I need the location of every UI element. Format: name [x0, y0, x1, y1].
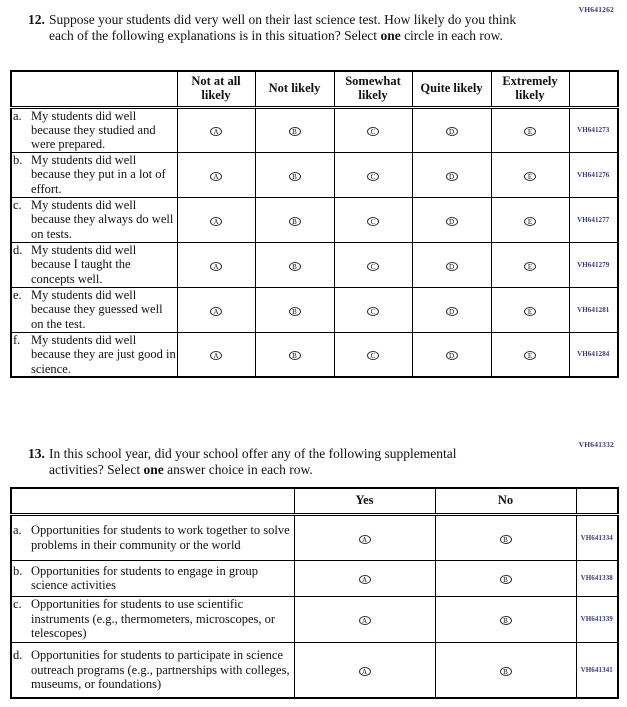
answer-bubble-a[interactable]: A [210, 127, 222, 136]
table-row [11, 514, 618, 560]
column-header-not-at-all-likely: Not at all likely [177, 71, 255, 107]
question-12-text-suffix: circle in each row. [400, 27, 503, 43]
answer-cell-no [435, 560, 576, 596]
answer-cell-no [435, 514, 576, 560]
answer-bubble-e[interactable]: E [524, 262, 536, 271]
row-letter: d. [13, 648, 23, 663]
answer-cell-somewhat-likely [334, 287, 412, 332]
question-13-intro [28, 446, 508, 477]
question-13-table [10, 487, 619, 699]
answer-bubble-d[interactable]: D [446, 351, 458, 360]
answer-bubble-e[interactable]: E [524, 127, 536, 136]
answer-bubble-e[interactable]: E [524, 172, 536, 181]
answer-bubble-c[interactable]: C [367, 262, 379, 271]
answer-bubble-d[interactable]: D [446, 127, 458, 136]
table-row [11, 642, 618, 698]
table-row [11, 287, 618, 332]
empty-header-cell [11, 71, 177, 107]
row-accession-code: VH641276 [569, 152, 618, 197]
row-letter: f. [13, 332, 21, 347]
table-row [11, 107, 618, 152]
answer-cell-not-at-all-likely [177, 197, 255, 242]
table-row [11, 560, 618, 596]
row-statement-cell [11, 242, 177, 287]
answer-cell-somewhat-likely [334, 152, 412, 197]
row-statement-text: Opportunities for students to use scientific instruments (e.g., thermometers, microscopes, or telescopes) [31, 597, 276, 641]
row-statement-text: My students did well because they guessed well on the test. [31, 288, 163, 331]
answer-cell-quite-likely [412, 332, 491, 377]
column-header-somewhat-likely: Somewhat likely [334, 71, 412, 107]
answer-bubble-a[interactable]: A [210, 262, 222, 271]
answer-bubble-d[interactable]: D [446, 307, 458, 316]
row-accession-code: VH641339 [576, 596, 618, 642]
answer-bubble-c[interactable]: C [367, 351, 379, 360]
answer-cell-extremely-likely [491, 287, 569, 332]
table-row [11, 197, 618, 242]
answer-bubble-d[interactable]: D [446, 217, 458, 226]
question-13-header-row [11, 488, 618, 514]
row-accession-code: VH641281 [569, 287, 618, 332]
answer-bubble-c[interactable]: C [367, 127, 379, 136]
answer-cell-extremely-likely [491, 332, 569, 377]
answer-bubble-b[interactable]: B [500, 535, 512, 544]
row-accession-code: VH641284 [569, 332, 618, 377]
answer-bubble-e[interactable]: E [524, 217, 536, 226]
answer-bubble-a[interactable]: A [359, 535, 371, 544]
question-13-text-suffix: answer choice in each row. [163, 461, 313, 477]
row-statement-text: My students did well because they put in a lot of effort. [31, 153, 166, 196]
row-statement-cell [11, 287, 177, 332]
table-row [11, 332, 618, 377]
column-header-extremely-likely: Extremely likely [491, 71, 569, 107]
answer-cell-not-at-all-likely [177, 152, 255, 197]
question-12-number: 12. [28, 12, 45, 27]
answer-cell-yes [294, 560, 435, 596]
answer-bubble-a[interactable]: A [210, 307, 222, 316]
question-12-bold-word: one [380, 27, 401, 43]
row-statement-cell [11, 514, 294, 560]
table-row [11, 152, 618, 197]
answer-cell-not-at-all-likely [177, 242, 255, 287]
empty-header-cell [576, 488, 618, 514]
answer-bubble-a[interactable]: A [210, 172, 222, 181]
question-12-text [28, 12, 530, 43]
row-letter: d. [13, 243, 23, 258]
row-accession-code: VH641341 [576, 642, 618, 698]
answer-cell-not-at-all-likely [177, 107, 255, 152]
question-13-text-prefix: In this school year, did your school offer any of the following supplemental activities? Select [49, 446, 457, 477]
answer-cell-quite-likely [412, 242, 491, 287]
answer-cell-extremely-likely [491, 242, 569, 287]
answer-bubble-d[interactable]: D [446, 172, 458, 181]
answer-cell-not-likely [255, 152, 334, 197]
question-12-text-prefix: Suppose your students did very well on their last science test. How likely do you think each of the following explanations is in this situation? Select [49, 12, 517, 43]
row-letter: b. [13, 153, 23, 168]
answer-bubble-a[interactable]: A [359, 667, 371, 676]
answer-cell-quite-likely [412, 287, 491, 332]
row-statement-cell [11, 642, 294, 698]
row-statement-cell [11, 152, 177, 197]
answer-bubble-c[interactable]: C [367, 307, 379, 316]
answer-bubble-c[interactable]: C [367, 217, 379, 226]
answer-bubble-a[interactable]: A [359, 575, 371, 584]
row-statement-text: My students did well because they always do well on tests. [31, 198, 174, 241]
row-statement-cell [11, 596, 294, 642]
row-statement-cell [11, 560, 294, 596]
answer-cell-somewhat-likely [334, 242, 412, 287]
question-13-number: 13. [28, 446, 45, 461]
question-13-text [28, 446, 508, 477]
answer-cell-yes [294, 514, 435, 560]
row-statement-text: Opportunities for students to work together to solve problems in their community or the world [31, 523, 290, 552]
question-12-header-row [11, 71, 618, 107]
answer-cell-not-at-all-likely [177, 287, 255, 332]
row-statement-text: Opportunities for students to engage in group science activities [31, 563, 259, 592]
answer-bubble-b[interactable]: B [289, 307, 301, 316]
answer-cell-extremely-likely [491, 107, 569, 152]
row-letter: a. [13, 108, 22, 123]
row-letter: e. [13, 288, 22, 303]
empty-header-cell [569, 71, 618, 107]
answer-bubble-e[interactable]: E [524, 351, 536, 360]
answer-cell-not-likely [255, 332, 334, 377]
answer-cell-not-likely [255, 107, 334, 152]
answer-cell-extremely-likely [491, 152, 569, 197]
row-accession-code: VH641334 [576, 514, 618, 560]
row-accession-code: VH641273 [569, 107, 618, 152]
answer-bubble-b[interactable]: B [500, 667, 512, 676]
column-header-yes: Yes [294, 488, 435, 514]
table-row [11, 242, 618, 287]
empty-header-cell [11, 488, 294, 514]
answer-bubble-b[interactable]: B [289, 172, 301, 181]
row-letter: c. [13, 198, 22, 213]
answer-cell-quite-likely [412, 152, 491, 197]
answer-bubble-c[interactable]: C [367, 172, 379, 181]
answer-cell-yes [294, 642, 435, 698]
question-12-intro [28, 12, 530, 43]
answer-bubble-d[interactable]: D [446, 262, 458, 271]
row-statement-cell [11, 107, 177, 152]
answer-cell-somewhat-likely [334, 332, 412, 377]
answer-bubble-b[interactable]: B [500, 616, 512, 625]
answer-bubble-b[interactable]: B [289, 127, 301, 136]
row-statement-text: Opportunities for students to participate in science outreach programs (e.g., partnerships with colleges, museums, or foundations) [31, 648, 290, 691]
row-statement-text: My students did well because I taught the concepts well. [31, 243, 137, 286]
answer-bubble-e[interactable]: E [524, 307, 536, 316]
row-statement-text: My students did well because they are just good in science. [31, 332, 176, 376]
row-letter: c. [13, 597, 22, 612]
answer-cell-somewhat-likely [334, 197, 412, 242]
answer-bubble-b[interactable]: B [289, 262, 301, 271]
column-header-quite-likely: Quite likely [412, 71, 491, 107]
answer-cell-quite-likely [412, 197, 491, 242]
question-12-accession-code: VH641262 [578, 5, 614, 14]
row-accession-code: VH641279 [569, 242, 618, 287]
answer-cell-no [435, 642, 576, 698]
answer-bubble-a[interactable]: A [359, 616, 371, 625]
row-letter: b. [13, 563, 23, 578]
answer-bubble-b[interactable]: B [500, 575, 512, 584]
answer-cell-no [435, 596, 576, 642]
column-header-no: No [435, 488, 576, 514]
row-statement-cell [11, 332, 177, 377]
question-12-table [10, 70, 619, 378]
answer-cell-quite-likely [412, 107, 491, 152]
column-header-not-likely: Not likely [255, 71, 334, 107]
row-accession-code: VH641277 [569, 197, 618, 242]
answer-cell-extremely-likely [491, 197, 569, 242]
row-letter: a. [13, 523, 22, 538]
row-statement-cell [11, 197, 177, 242]
row-accession-code: VH641338 [576, 560, 618, 596]
table-row [11, 596, 618, 642]
answer-cell-somewhat-likely [334, 107, 412, 152]
question-13-accession-code: VH641332 [578, 440, 614, 449]
answer-bubble-a[interactable]: A [210, 351, 222, 360]
answer-cell-not-at-all-likely [177, 332, 255, 377]
answer-bubble-b[interactable]: B [289, 217, 301, 226]
answer-bubble-b[interactable]: B [289, 351, 301, 360]
question-13-bold-word: one [143, 461, 164, 477]
row-statement-text: My students did well because they studied and were prepared. [31, 108, 156, 152]
answer-bubble-a[interactable]: A [210, 217, 222, 226]
answer-cell-yes [294, 596, 435, 642]
answer-cell-not-likely [255, 287, 334, 332]
answer-cell-not-likely [255, 242, 334, 287]
answer-cell-not-likely [255, 197, 334, 242]
